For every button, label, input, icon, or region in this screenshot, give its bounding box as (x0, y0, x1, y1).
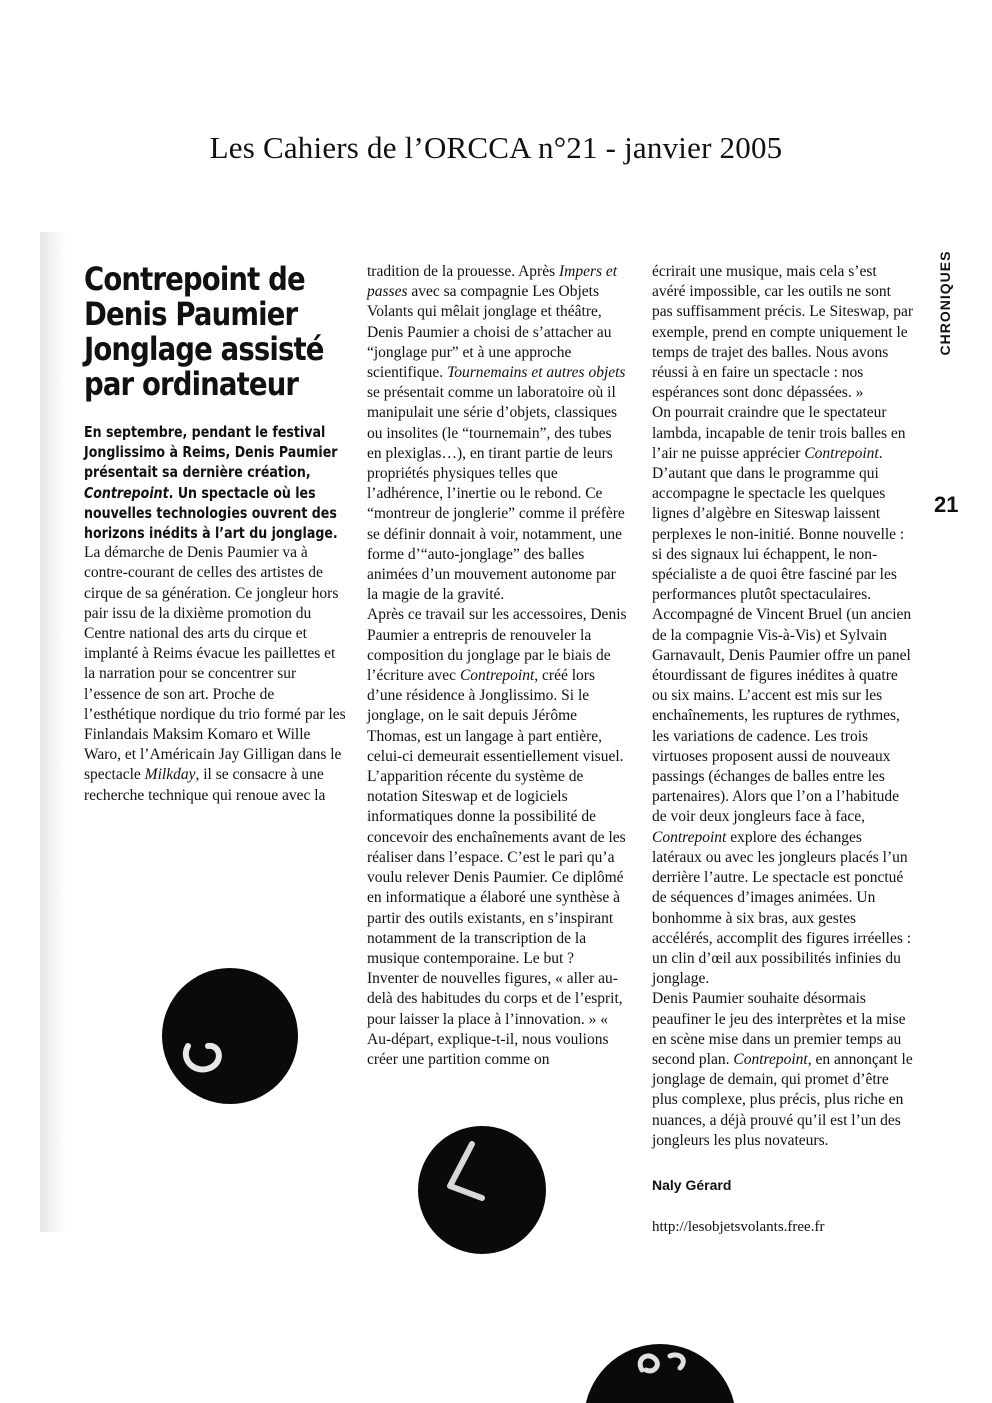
headline-line: Contrepoint de (84, 260, 305, 298)
section-label (928, 248, 962, 358)
body-text: Accompagné de Vincent Bruel (un ancien de la compagnie Vis-à-Vis) et Sylvain Garnavault, Denis Paumier offre un panel étourdissant de figures inédites à quatre ou six mains. L’accent est mis sur les enchaînements, les ruptures de rythmes, les variations de cadence. Les trois virtuoses proposent aussi de nouveaux passings (échanges de balles entre les partenaires). Alors que l’on a l’habitude de voir deux jongleurs face à face, (652, 606, 912, 826)
body-paragraph (652, 605, 914, 989)
headline-line: Jonglage assisté (84, 330, 324, 368)
body-text: , créé lors d’une résidence à Jonglissimo. Si le jonglage, on le sait depuis Jérôme Thomas, est un langage à part entière, celui-ci demeurait essentiellement visuel. L’apparition récente du système de notation Siteswap et de logiciels informatiques donne la possibilité de concevoir des enchaînements avant de les réaliser dans l’espace. C’est le pari qu’a voulu relever Denis Paumier. Ce diplômé en informatique a élaboré une synthèse à partir des outils existants, en s’inspirant notamment de la transcription de la musique contemporaine. Le but ? Inventer de nouvelles figures, « aller au-delà des habitudes du corps et de l’esprit, pour laisser la place à l’innovation. » « Au-départ, explique-t-il, nous voulions créer une partition comme on (367, 667, 626, 1068)
body-paragraph (652, 989, 914, 1151)
body-italic: Contrepoint (652, 828, 727, 846)
body-paragraph (367, 262, 629, 605)
body-text: explore des échanges latéraux ou avec les jongleurs placés l’un derrière l’autre. Le spectacle est ponctué de séquences d’images animées. Un bonhomme à six bras, aux gestes accélérés, accomplit des figures irréelles : un clin d’œil aux possibilités infinies du jonglage. (652, 828, 912, 988)
body-italic: Contrepoint (804, 444, 879, 462)
body-text: Denis Paumier souhaite désormais peaufiner le jeu des interprètes et la mise en scène mise dans un premier temps au second plan. (652, 990, 906, 1068)
page-header: Les Cahiers de l’ORCCA n°21 - janvier 2005 (209, 130, 783, 165)
body-paragraph (652, 403, 914, 605)
body-text: On pourrait craindre que le spectateur lambda, incapable de tenir trois balles en l’air ne puisse apprécier (652, 404, 906, 462)
section-label-text: CHRONIQUES (937, 250, 953, 356)
body-text: La démarche de Denis Paumier va à contre-courant de celles des artistes de cirque de sa génération. Ce jongleur hors pair issu de la dixième promotion du Centre national des arts du cirque et implanté à Reims évacue les paillettes et la narration pour se concentrer sur l’essence de son art. Proche de l’esthétique nordique du trio formé par les Finlandais Maksim Komaro et Wille Waro, et l’Américain Jay Gilligan dans le spectacle (84, 544, 346, 784)
body-text: . D’autant que dans le programme qui accompagne le spectacle les quelques lignes d’algèbre en Siteswap laissent perplexes le non-initié. Bonne nouvelle : si des signaux lui échappent, le non-spécialiste a de quoi être fasciné par les performances plutôt spectaculaires. (652, 444, 905, 604)
website-link[interactable]: http://lesobjetsvolants.free.fr (652, 1219, 825, 1236)
headline-line: Denis Paumier (84, 295, 298, 333)
body-paragraph: écrirait une musique, mais cela s’est avéré impossible, car les outils ne sont pas suffisamment précis. Le Siteswap, par exemple, prend en compte uniquement le temps de trajet des balles. Nous avons réussi à en faire un spectacle : nos espérances sont donc dépassées. » (652, 263, 913, 402)
column-3 (652, 262, 914, 1237)
body-paragraph (367, 605, 629, 1070)
lead-text-end: . Un spectacle où les nouvelles technologies ouvrent des horizons inédits à l’art du jonglage. (84, 483, 338, 543)
body-paragraph (84, 543, 346, 806)
juggling-ball-image (580, 1340, 740, 1403)
headline-line: par ordinateur (84, 365, 299, 403)
body-text: Après ce travail sur les accessoires, Denis Paumier a entrepris de renouveler la composition du jonglage par le biais de l’écriture avec (367, 606, 627, 685)
body-text: , il se consacre à une recherche technique qui renoue avec la (84, 766, 326, 804)
body-italic: Tournemains et autres objets (447, 364, 626, 382)
juggling-ball-image (160, 966, 300, 1106)
byline: Naly Gérard (652, 1176, 732, 1193)
lead-title-italic: Contrepoint (84, 483, 169, 502)
lead-text: En septembre, pendant le festival Jonglissimo à Reims, Denis Paumier présentait sa dernière création, (84, 423, 338, 482)
body-text: avec sa compagnie Les Objets Volants qui mêlait jonglage et théâtre, Denis Paumier a choisi de s’attacher au “jonglage pur” et à une approche scientifique. (367, 283, 612, 382)
body-italic: Impers et passes (367, 263, 618, 301)
article-lead (84, 422, 346, 543)
article-headline (84, 262, 346, 402)
body-text: , en annonçant le jonglage de demain, qui promet d’être plus complexe, plus précis, plus riche en nuances, a déjà prouvé qu’il est l’un des jongleurs les plus novateurs. (652, 1050, 913, 1149)
body-italic: Contrepoint (459, 667, 535, 685)
body-italic: Contrepoint (733, 1050, 808, 1068)
body-italic: Milkday (144, 766, 196, 784)
body-text: tradition de la prouesse. Après (367, 263, 559, 280)
column-1 (84, 262, 346, 806)
juggling-ball-image (416, 1124, 548, 1256)
page-number: 21 (934, 492, 959, 517)
scan-edge-shadow (40, 232, 66, 1232)
column-2 (367, 262, 629, 1070)
body-text: se présentait comme un laboratoire où il manipulait une série d’objets, classiques ou insolites (le “tournemain”, des tubes en plexiglas…), en tirant partie de leurs propriétés physiques telles que l’adhérence, l’inertie ou le rebond. Ce “montreur de jonglerie” comme il préfère se définir donnait à voir, notamment, une forme d’“auto-jonglage” des balles animées d’un mouvement autonome par la magie de la gravité. (367, 384, 625, 604)
